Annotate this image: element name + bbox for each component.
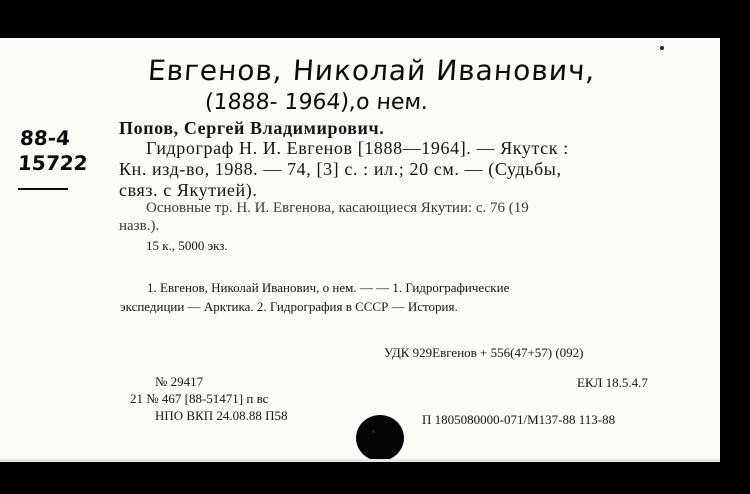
card-bottom-edge xyxy=(0,459,720,462)
call-number-bottom: 15722 xyxy=(17,151,89,175)
order-number: 21 № 467 [88-51471] п вс xyxy=(130,391,269,406)
title-line-1: Гидрограф Н. И. Евгенов [1888—1964]. — Якутск : xyxy=(146,138,569,158)
note-line-1: Основные тр. Н. И. Евгенова, касающиеся Якутии: с. 76 (19 xyxy=(146,200,529,216)
author-heading: Попов, Сергей Владимирович. xyxy=(119,118,385,138)
call-number-top: 88-4 xyxy=(19,126,71,150)
ink-blot xyxy=(356,415,404,461)
printing-code: П 1805080000-071/М137-88 113-88 xyxy=(422,412,616,427)
handwritten-heading-line1: Евгенов, Николай Иванович, xyxy=(146,54,597,87)
card-number: № 29417 xyxy=(155,374,204,389)
ekl-classification: ЕКЛ 18.5.4.7 xyxy=(577,375,648,390)
price-and-print-run: 15 к., 5000 экз. xyxy=(146,238,228,253)
title-line-3: связ. с Якутией). xyxy=(119,180,258,200)
handwritten-heading-line2: (1888- 1964),о нем. xyxy=(204,90,429,115)
ink-speck xyxy=(660,46,664,50)
call-number-divider xyxy=(18,188,68,190)
note-line-2: назв.). xyxy=(119,218,160,234)
udk-classification: УДК 929Евгенов + 556(47+57) (092) xyxy=(384,345,584,360)
title-line-2: Кн. изд-во, 1988. — 74, [3] с. : ил.; 20 см. — (Судьбы, xyxy=(119,159,562,179)
ink-speck xyxy=(372,430,375,433)
catalog-card xyxy=(0,38,720,462)
tracing-line-1: 1. Евгенов, Николай Иванович, о нем. — — 1. Гидрографические xyxy=(147,280,510,295)
npo-vkp-line: НПО ВКП 24.08.88 П58 xyxy=(155,408,288,423)
tracing-line-2: экспедиции — Арктика. 2. Гидрография в СССР — История. xyxy=(120,299,458,314)
